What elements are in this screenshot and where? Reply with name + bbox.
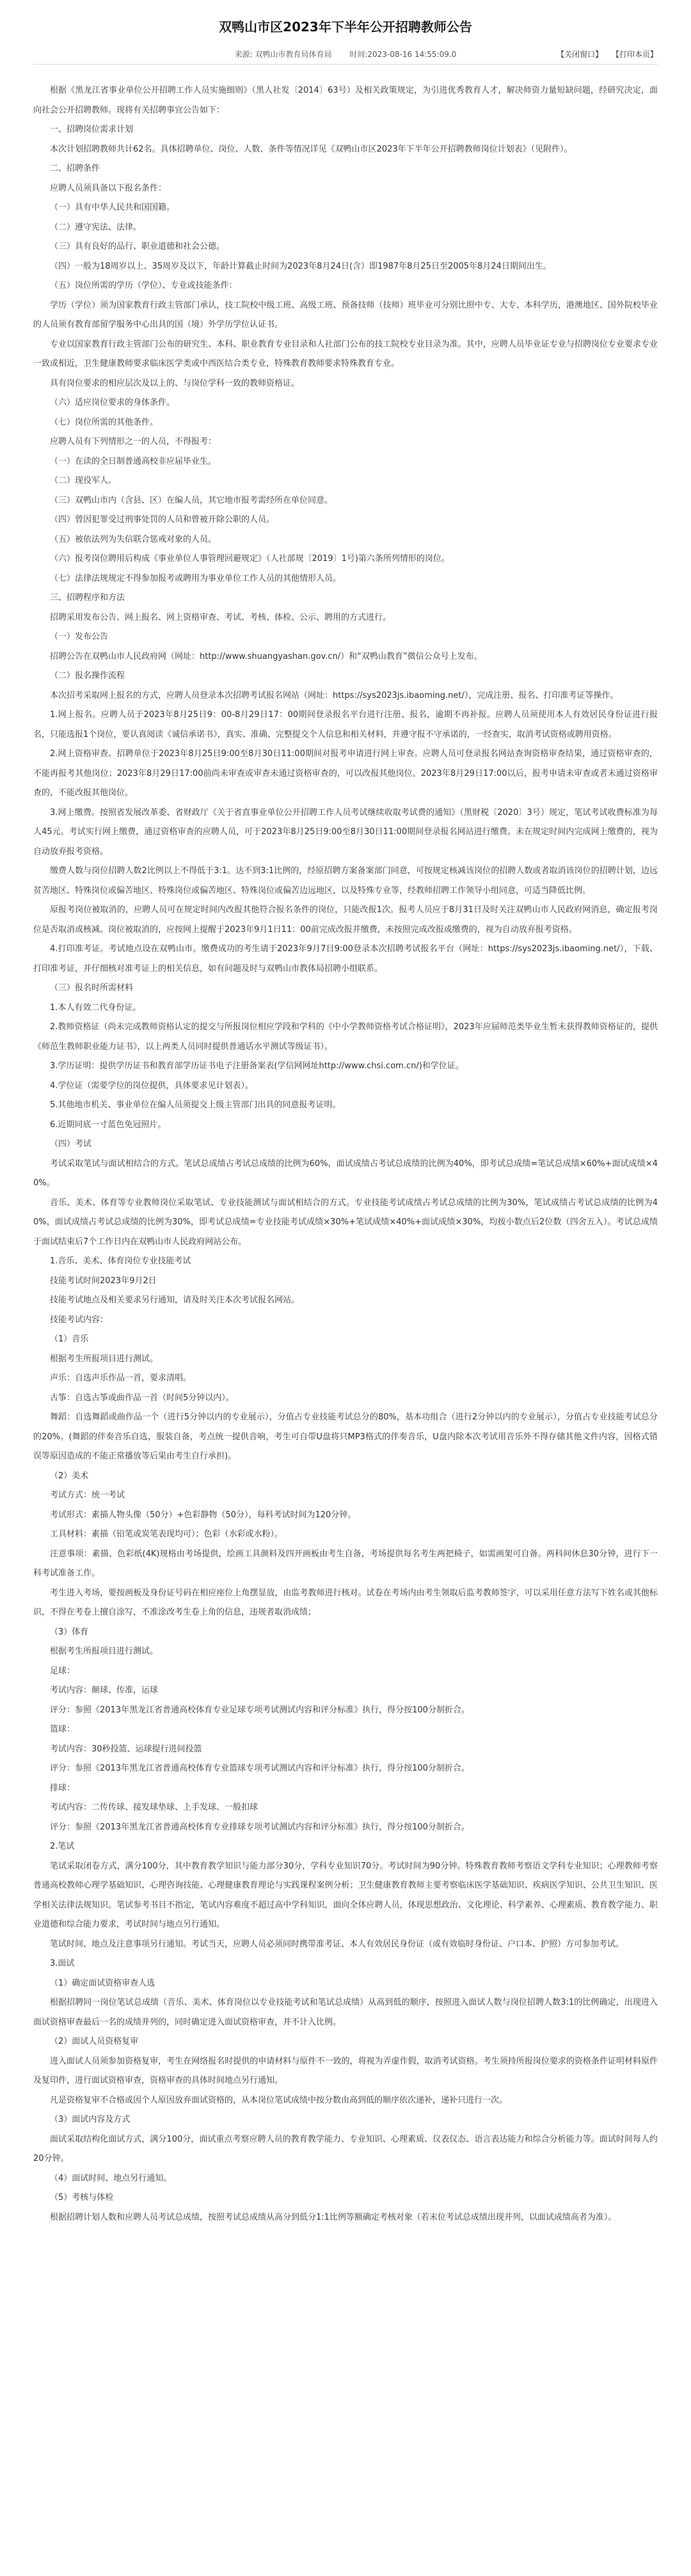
article-paragraph: 学历（学位）须为国家教育行政主管部门承认，技工院校中级工班、高级工班、预备技师（技师）班毕业可分别比照中专、大专、本科学历，港澳地区、国外院校毕业的人员须有教育部留学服务中心出具的国（境）外学历学位认证书。 (33, 300, 658, 329)
article-paragraph: （六）适应岗位要求的身体条件。 (50, 398, 175, 407)
article-paragraph: 根据考生所报项目进行测试。 (50, 1354, 159, 1364)
article-paragraph: 根据考生所报项目进行测试。 (50, 1647, 159, 1656)
article-paragraph: 2.笔试 (50, 1842, 75, 1851)
article-paragraph: 应聘人员有下列情形之一的人员，不得报考： (50, 437, 217, 446)
article-paragraph: （五）岗位所需的学历（学位）、专业或技能条件： (50, 281, 237, 290)
article-paragraph: 足球： (50, 1666, 75, 1676)
article-paragraph: 根据招聘同一岗位笔试总成绩（音乐、美术、体育岗位以专业技能考试和笔试总成绩）从高到低的顺序，按照进入面试人数与岗位招聘人数3:1的比例确定，出现进入面试资格审查最后一名的成绩并列的，同时确定进入面试资格审查，并不计入比例。 (33, 1998, 658, 2027)
article-paragraph: 技能考试时间2023年9月2日 (50, 1276, 157, 1286)
article-paragraph: 面试采取结构化面试方式，满分100分，面试重点考察应聘人员的教育教学能力、专业知识、心理素质、仪表仪态、语言表达能力和综合分析能力等。面试时间每人约20分钟。 (33, 2134, 658, 2163)
article-paragraph: 4.学位证（需要学位的岗位提供，具体要求见计划表）。 (50, 1080, 253, 1091)
article-paragraph: 招聘公告在双鸭山市人民政府网（网址：http://www.shuangyashan.gov.cn/）和“双鸭山教育”微信公众号上发布。 (50, 651, 482, 661)
article-paragraph: 5.其他地市机关、事业单位在编人员须提交上级主管部门出具的同意报考证明。 (50, 1100, 341, 1110)
article-paragraph: （二）报名操作流程 (50, 671, 125, 681)
source-label: 来源: 双鸭山市教育局体育局 (234, 50, 332, 59)
article-paragraph: （二）遵守宪法、法律。 (50, 222, 142, 232)
article-paragraph: 考试内容：30秒投篮、运球提行进间投篮 (50, 1744, 202, 1754)
article-paragraph: 原报考岗位被取消的，应聘人员可在规定时间内改报其他符合报名条件的岗位，只能改报1次。报考人员应于8月31日及时关注双鸭山市人民政府网消息，确定报考岗位是否取消或核减。岗位被取消的，应按网上提醒于2023年9月1日11：00前完成改报并缴费，未按照完成改报或缴费的，视为自动放弃报考资格。 (33, 905, 658, 935)
article-paragraph: 考生进入考场，要按画板及身份证号码在相应座位上角摆显放，由监考教师进行核对。试卷在考场内由考生领取后监考教师签字，可以采用任意方法写下姓名或其他标识，不得在考卷上擅自涂写，不准涂改考生卷上角的信息，违规者取消成绩； (33, 1588, 658, 1617)
article-paragraph: 考试内容：颠球、传准，运球 (50, 1686, 159, 1695)
article-paragraph: 考试采取笔试与面试相结合的方式。笔试总成绩占考试总成绩的比例为60%，面试成绩占考试总成绩的比例为40%，即考试总成绩=笔试总成绩×60%+面试成绩×40%。 (33, 1158, 658, 1188)
article-paragraph: 评分：参照《2013年黑龙江省普通高校体育专业篮球专项考试测试内容和评分标准》执行，得分按100分制折合。 (50, 1764, 470, 1773)
article-paragraph: 评分：参照《2013年黑龙江省普通高校体育专业足球专项考试测试内容和评分标准》执行，得分按100分制折合。 (50, 1705, 470, 1715)
article-paragraph: （七）法律法规规定不得参加报考或聘用为事业单位工作人员的其他情形人员。 (50, 573, 342, 583)
article-paragraph: 排球： (50, 1783, 75, 1793)
article-paragraph: 1.网上报名。应聘人员于2023年8月25日9：00-8月29日17：00期间登录报名平台进行注册、报名，逾期不再补报。应聘人员须使用本人有效居民身份证进行报名，只能选报1个岗位，要认真阅读《诚信承诺书》，真实、准确、完整提交个人信息和相关材料，并遵守报不守承诺的，一经查实，取消考试资格或聘用资格。 (33, 710, 658, 739)
article-paragraph: （2）美术 (50, 1471, 89, 1481)
article-paragraph: 三、招聘程序和方法 (50, 593, 125, 603)
article-paragraph: 6.近期同底一寸蓝色免冠照片。 (50, 1119, 166, 1130)
article-paragraph: 应聘人员须具备以下报名条件： (50, 183, 167, 193)
article-paragraph: （一）在读的全日制普通高校非应届毕业生。 (50, 456, 217, 466)
article-paragraph: 3.学历证明：提供学历证书和教育部学历证书电子注册备案表(学信网网址http://www.chsi.com.cn/)和学位证。 (50, 1061, 464, 1071)
article-paragraph: 舞蹈：自选舞蹈或曲作品一个（进行5分钟以内的专业展示），分值占专业技能考试总分的80%，基本功组合（进行2分钟以内的专业展示），分值占专业技能考试总分的20%。(舞蹈的伴奏音乐自选，服装自备，考点统一提供音响，考生可自带U盘将只MP3格式的伴奏音乐，U盘内除本次考试用音乐外不得存储其他文件内容，因格式错误等原因造成的不能正常播放等后果由考生自行承担)。 (33, 1412, 658, 1461)
article-paragraph: （5）考核与体检 (50, 2193, 114, 2202)
article-paragraph: 具有岗位要求的相应层次及以上的、与岗位学科一致的教师资格证。 (50, 378, 300, 388)
article-paragraph: 音乐、美术、体育等专业教师岗位采取笔试、专业技能测试与面试相结合的方式。专业技能考试成绩占考试总成绩的比例为30%，笔试成绩占考试总成绩的比例为40%，面试成绩占考试总成绩的比例为30%，即考试总成绩=专业技能考试成绩×30%+笔试成绩×40%+面试成绩×30%，均按小数点后2位数（四舍五入）。考试总成绩于面试结束后7个工作日内在双鸭山市人民政府网站公布。 (33, 1197, 658, 1247)
article-paragraph: （三）报名时所需材料 (50, 983, 134, 993)
article-paragraph: 根据招聘计划人数和应聘人员考试总成绩，按照考试总成绩从高分到低分1:1比例等额确定考核对象（若末位考试总成绩出现并列，以面试成绩高者为准）。 (50, 2212, 617, 2222)
article-paragraph: （3）体育 (50, 1627, 89, 1637)
article-paragraph: 进入面试人员须参加资格复审，考生在网络报名时提供的申请材料与原件不一致的，将视为弄虚作假，取消考试资格。考生须持所报岗位要求的资格条件证明材料原件及复印件，进行面试资格审查，资格审查的具体时间地点另行通知。 (33, 2056, 658, 2085)
article-paragraph: （四）曾因犯罪受过刑事处罚的人员和曾被开除公职的人员。 (50, 515, 275, 525)
print-page-link[interactable]: 【打印本页】 (611, 50, 658, 59)
article-paragraph: （六）报考岗位聘用后构成《事业单位人事管理回避规定》（人社部规〔2019〕1号)第六条所列情形的岗位。 (50, 554, 450, 564)
page-title: 双鸭山市区2023年下半年公开招聘教师公告 (219, 19, 472, 35)
article-paragraph: 技能考试内容： (50, 1315, 109, 1325)
article-paragraph: （3）面试内容及方式 (50, 2115, 131, 2124)
article-paragraph: 本次计划招聘教师共计62名。具体招聘单位、岗位、人数、条件等情况详见《双鸭山市区2023年下半年公开招聘教师岗位计划表》（见附件）。 (50, 144, 573, 154)
article-paragraph: 2.网上资格审查。招聘单位于2023年8月25日9:00至8月30日11:00期间对报考申请进行网上审查。应聘人员可登录报名网站查询资格审查结果，通过资格审查的，不能再报考其他岗位；2023年8月29日17:00前尚未审查或审查未通过资格审查的，可以改报其他岗位。2023年8月29日17:00以后，报考申请未审查或者未通过资格审查的，不能改报其他岗位。 (33, 749, 658, 798)
article-paragraph: 篮球： (50, 1725, 75, 1734)
article-paragraph: 2.教师资格证（尚未完成教师资格认定的提交与所报岗位相应学段和学科的《中小学教师资格考试合格证明》，2023年应届师范类毕业生暂未获得教师资格证的，提供《师范生教师职业能力证书》，以上两类人员同时提供普通话水平测试等级证书）。 (33, 1022, 658, 1052)
article-paragraph: 二、招聘条件 (50, 164, 100, 173)
article-paragraph: 根据《黑龙江省事业单位公开招聘工作人员实施细则》（黑人社发〔2014〕63号）及相关政策规定，为引进优秀教育人才，解决师资力量短缺问题，经研究决定，面向社会公开招聘教师。现将有关招聘事宜公告如下： (33, 86, 658, 115)
article-paragraph: 本次招考采取网上报名的方式，应聘人员登录本次招聘考试报名网站（网址：https://sys2023js.ibaoming.net/），完成注册、报名、打印准考证等操作。 (50, 690, 619, 700)
article-paragraph: 声乐：自选声乐作品一首，要求清唱。 (50, 1373, 192, 1383)
article-body (33, 81, 658, 2227)
article-paragraph: （七）岗位所需的其他条件。 (50, 417, 159, 427)
article-paragraph: 一、招聘岗位需求计划 (50, 125, 134, 134)
article-paragraph: （四）一般为18周岁以上、35周岁及以下，年龄计算截止时间为2023年8月24日(含）即1987年8月25日至2005年8月24日期间出生。 (50, 261, 552, 271)
article-paragraph: （4）面试时间、地点另行通知。 (50, 2173, 172, 2183)
article-paragraph: 考试方式：统一考试 (50, 1490, 125, 1500)
time-label: 时间:2023-08-16 14:55:09.0 (349, 50, 457, 59)
article-paragraph: （2）面试人员资格复审 (50, 2037, 139, 2046)
article-paragraph: 笔试时间、地点及注意事项另行通知。考试当天，应聘人员必须同时携带准考证、本人有效居民身份证（或有效临时身份证、户口本、护照）方可参加考试。 (50, 1939, 624, 1949)
close-window-link[interactable]: 【关闭窗口】 (557, 50, 603, 59)
article-paragraph: 工具材料：素描（铅笔或炭笔表现均可）；色彩（水彩或水粉）。 (50, 1529, 283, 1539)
article-paragraph: （一）具有中华人民共和国国籍。 (50, 203, 175, 212)
article-paragraph: （二）现役军人。 (50, 476, 117, 486)
article-paragraph: 4.打印准考证。考试地点设在双鸭山市。缴费成功的考生请于2023年9月7日9:00登录本次招聘考试报名平台（网址：https://sys2023js.ibaoming.net/），下载、打印准考证，并仔细核对准考证上的相关信息，如有问题及时与双鸭山市教体局招聘小组联系。 (33, 944, 658, 974)
page-actions (550, 49, 658, 59)
article-paragraph: 3.面试 (50, 1959, 75, 1968)
article-paragraph: 考试内容：二传传球、接发球垫球、上手发球、一般扣球 (50, 1803, 258, 1812)
article-paragraph: （四）考试 (50, 1139, 92, 1149)
article-paragraph: 专业以国家教育行政主管部门公布的研究生、本科、职业教育专业目录和人社部门公布的技工院校专业目录为准。其中，应聘人员毕业证专业与招聘岗位专业要求专业一致或相近，卫生健康教师要求临床医学类或中西医结合类专业，特殊教育教师要求特殊教育专业。 (33, 339, 658, 368)
article-paragraph: （1）音乐 (50, 1334, 89, 1344)
article-paragraph: 笔试采取闭卷方式，满分100分，其中教育教学知识与能力部分30分，学科专业知识70分。考试时间为90分钟。特殊教育教师考察语文学科专业知识；心理教师考察普通高校教师心理学基础知识、心理咨询技能、心理健康教育理论与实践课程案例分析；卫生健康教育教师主要考察临床医学基础知识、疾病医学知识、公共卫生知识、医学相关法律法规知识。笔试参考书目不指定，笔试内容难度不超过高中学科知识，面向全体应聘人员，体现思想政治、文化理论、科学素养、心理素质、教育教学能力、职业道德和综合能力要求，考试时间与地点另行通知。 (33, 1861, 658, 1929)
article-paragraph: 3.网上缴费。按照省发展改革委、省财政厅《关于省直事业单位公开招聘工作人员考试继续收取考试费的通知》（黑财税〔2020〕3号）规定，笔试考试收费标准为每人45元。考试实行网上缴费，通过资格审查的应聘人员，可于2023年8月25日9:00至8月30日11:00期间登录报名网站进行缴费。未在规定时间内完成网上缴费的，视为自动放弃报考资格。 (33, 807, 658, 857)
article-paragraph: 注意事项：素描、色彩纸(4K)规格由考场提供，绘画工具颜料及四开画板由考生自备，考场提供每名考生两把椅子，如需画架可自备。两科间休息30分钟，进行下一科考试准备工作。 (33, 1549, 658, 1578)
article-paragraph: （五）被依法列为失信联合惩戒对象的人员。 (50, 534, 217, 544)
article-meta (33, 46, 658, 65)
article-paragraph: 1.本人有效二代身份证。 (50, 1002, 141, 1013)
article-paragraph: 招聘采用发布公告、网上报名、网上资格审查、考试、考核、体检、公示、聘用的方式进行。 (50, 612, 392, 622)
article-paragraph: （三）具有良好的品行、职业道德和社会公德。 (50, 242, 225, 251)
article-paragraph: （三）双鸭山市内（含县、区）在编人员，其它地市报考需经所在单位同意。 (50, 495, 333, 505)
article-paragraph: 古筝：自选古筝或曲作品一首（时间5分钟以内）。 (50, 1393, 234, 1403)
article-paragraph: 评分：参照《2013年黑龙江省普通高校体育专业排球专项考试测试内容和评分标准》执行，得分按100分制折合。 (50, 1822, 470, 1832)
article-paragraph: 技能考试地点及相关要求另行通知，请及时关注本次考试报名网站。 (50, 1295, 300, 1305)
article-paragraph: 凡是资格复审不合格或因个人原因放弃面试资格的，从本岗位笔试成绩中按分数由高到低的顺序依次递补，递补只进行一次。 (50, 2095, 508, 2105)
article-paragraph: 考试形式：素描人物头像（50分）+色彩静物（50分），每科考试时间为120分钟。 (50, 1510, 356, 1520)
article-paragraph: （一）发布公告 (50, 632, 109, 642)
article-paragraph: （1）确定面试资格审查人选 (50, 1978, 155, 1988)
article-paragraph: 1.音乐、美术、体育岗位专业技能考试 (50, 1256, 191, 1266)
article-paragraph: 缴费人数与岗位招聘人数2比例以上不得低于3:1。达不到3:1比例的，经原招聘方案备案部门同意，可按规定核减该岗位的招聘人数或者取消该岗位的招聘计划，边远贫苦地区、特殊岗位或偏苦地区、特殊岗位或偏苦地区、特殊岗位或偏苦边远地区，以及特殊专业等，经教师招聘工作领导小组同意，可适当降低比例。 (33, 866, 658, 896)
